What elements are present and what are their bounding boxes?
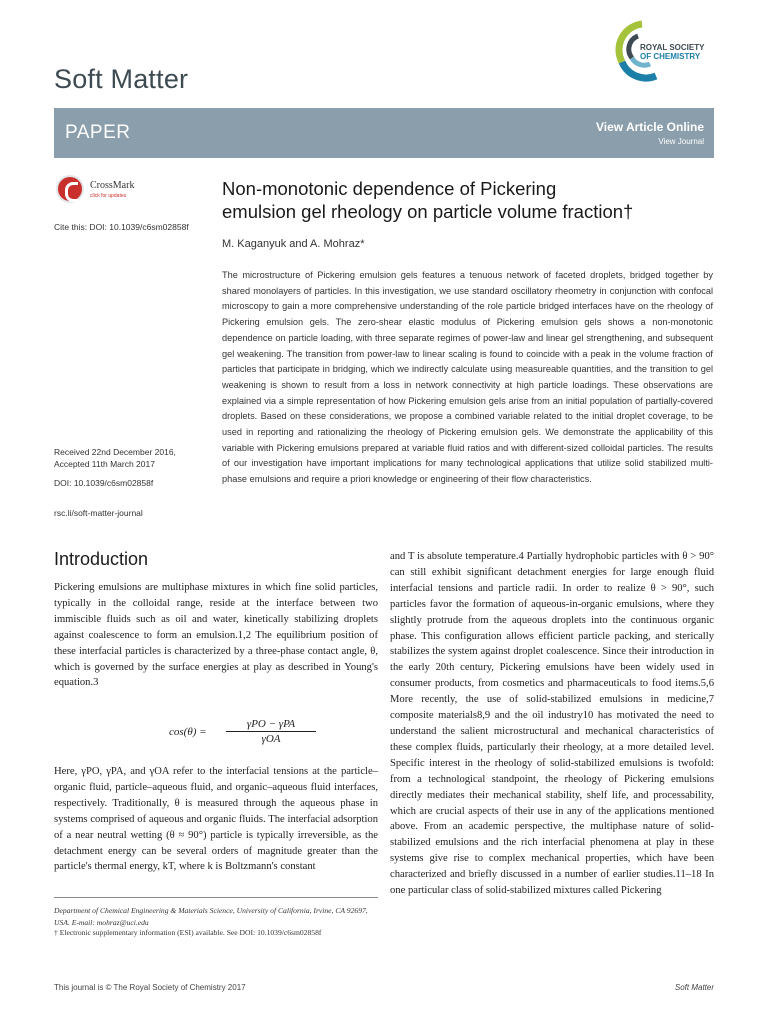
equation-young (54, 718, 378, 752)
body-paragraph: Pickering emulsions are multiphase mixtures in which fine solid particles, typically in the colloidal range, reside at the interface between two immiscible fluids such as oil and water, kinetically stabilizing droplets against coalescence to form an emulsion.1,2 The equilibrium position of these interfacial particles is characterized by a three-phase contact angle, θ, which is governed by the surface energies at play as described in Young's equation.3 (54, 582, 378, 689)
article-title-line2: emulsion gel rheology on particle volume fraction† (222, 201, 634, 222)
crossmark-label: CrossMark (90, 180, 135, 191)
article-type-banner (54, 108, 714, 158)
footer-copyright: This journal is © The Royal Society of Chemistry 2017 (54, 983, 246, 992)
equation-denominator: γOA (261, 733, 281, 745)
publisher-line2: OF CHEMISTRY (640, 52, 701, 61)
view-journal-link[interactable]: View Journal (658, 137, 704, 146)
received-dates (54, 446, 214, 470)
journal-link[interactable]: rsc.li/soft-matter-journal (54, 508, 143, 518)
received-date: Received 22nd December 2016, (54, 447, 176, 457)
view-article-online-link[interactable]: View Article Online (595, 120, 704, 134)
authors: M. Kaganyuk and A. Mohraz* (222, 238, 365, 250)
accepted-date: Accepted 11th March 2017 (54, 459, 155, 469)
footnote-divider (54, 897, 378, 898)
body-paragraph: and T is absolute temperature.4 Partially hydrophobic particles with θ > 90° can still exhibit significant detachment energies for large enough fluid interfacial tensions and particle radii. In order to realize θ > 90°, such particles favor the formation of aqueous-in-organic emulsions, where they slightly protrude from the aqueous droplets into the continuous organic phase. This configuration allows efficient particle packing, and sterically stabilizes the system against droplet coalescence. Since their introduction in the early 20th century, Pickering emulsions have been widely used in consumer products, from cosmetics and pharmaceuticals to food items.5,6 More recently, the use of solid-stabilized emulsions in medicine,7 composite materials8,9 and the oil industry10 has motivated the need to understand the salient microstructural and mechanical characteristics of these complex fluids, particularly their rheology, at a more detailed level. Specific interest in the rheology of solid-stabilized emulsions is twofold: from a technological standpoint, the rheology of Pickering emulsions directly mediates their mechanical stability, shelf life, and processability, which are crucial aspects of their use in any of the applications mentioned above. From an academic perspective, the multiphase nature of solid-stabilized emulsions and the rich interfacial phenomena at play in these systems give rise to complex mechanical properties, which have been characterized and briefly discussed in a number of earlier studies.11–18 In one particular class of solid-stabilized mixtures called Pickering (390, 551, 714, 897)
article-type-label: PAPER (65, 122, 131, 143)
crossmark-icon (56, 175, 84, 203)
article-title (222, 177, 702, 223)
journal-title: Soft Matter (54, 64, 189, 94)
equation-numerator: γPO − γPA (226, 718, 316, 732)
footnote-affiliation: Department of Chemical Engineering & Materials Science, University of California, Irvine, CA 92697, USA. E-mail: mohraz@uci.edu (54, 906, 368, 927)
equation-lhs: cos(θ) = (169, 726, 207, 738)
footnote-esi: † Electronic supplementary information (ESI) available. See DOI: 10.1039/c6sm02858f (54, 928, 322, 937)
section-heading-introduction: Introduction (54, 549, 149, 569)
crossmark-sublabel: click for updates (90, 193, 127, 199)
body-paragraph: Here, γPO, γPA, and γOA refer to the interfacial tensions at the particle–organic fluid, particle–aqueous fluid, and organic–aqueous fluid interfaces, respectively. Traditionally, θ is measured through the aqueous phase in systems comprised of aqueous and organic fluids. The interfacial adsorption of a near neutral wetting (θ ≈ 90°) particle is typically irreversible, as the detachment energy can be several orders of magnitude greater than the particle's thermal energy, kT, where k is Boltzmann's constant (54, 766, 378, 873)
cite-this: Cite this: DOI: 10.1039/c6sm02858f (54, 222, 189, 232)
abstract: The microstructure of Pickering emulsion gels features a tenuous network of faceted droplets, bridged together by shared monolayers of particles. In this investigation, we use standard oscillatory rheometry in conjunction with confocal microscopy to gain a more comprehensive understanding of the role particle bridged interfaces have on the rheology of Pickering emulsion gels. The zero-shear elastic modulus of Pickering emulsion gels shows a non-monotonic dependence on particle loading, with three separate regimes of power-law and linear gel strengthening, and subsequent gel weakening. The transition from power-law to linear scaling is found to coincide with a peak in the volume fraction of particles that participate in bridging, which we indirectly calculate using measureable quantities, and the transition to gel weakening is shown to result from a loss in network connectivity at high particle loadings. These observations are explained via a simple representation of how Pickering emulsion gels arise from an initial population of partially-covered droplets. Based on these considerations, we propose a combined variable related to the initial droplet coverage, to be used in reporting and rationalizing the rheology of Pickering emulsion gels. We demonstrate the applicability of this variable with Pickering emulsions prepared at variable fluid ratios and with different-sized colloidal particles. The results of our investigation have important implications for many technological applications that utilize solid stabilized multi-phase emulsions and require a priori knowledge or engineering of their flow characteristics. (222, 270, 713, 485)
crossmark-button[interactable] (56, 175, 196, 209)
doi: DOI: 10.1039/c6sm02858f (54, 478, 154, 488)
footer-journal: Soft Matter (674, 983, 714, 992)
publisher-name (640, 43, 704, 61)
publisher-line1: ROYAL SOCIETY (640, 43, 705, 52)
article-title-line1: Non-monotonic dependence of Pickering (222, 178, 557, 199)
equation-fraction (226, 718, 316, 745)
